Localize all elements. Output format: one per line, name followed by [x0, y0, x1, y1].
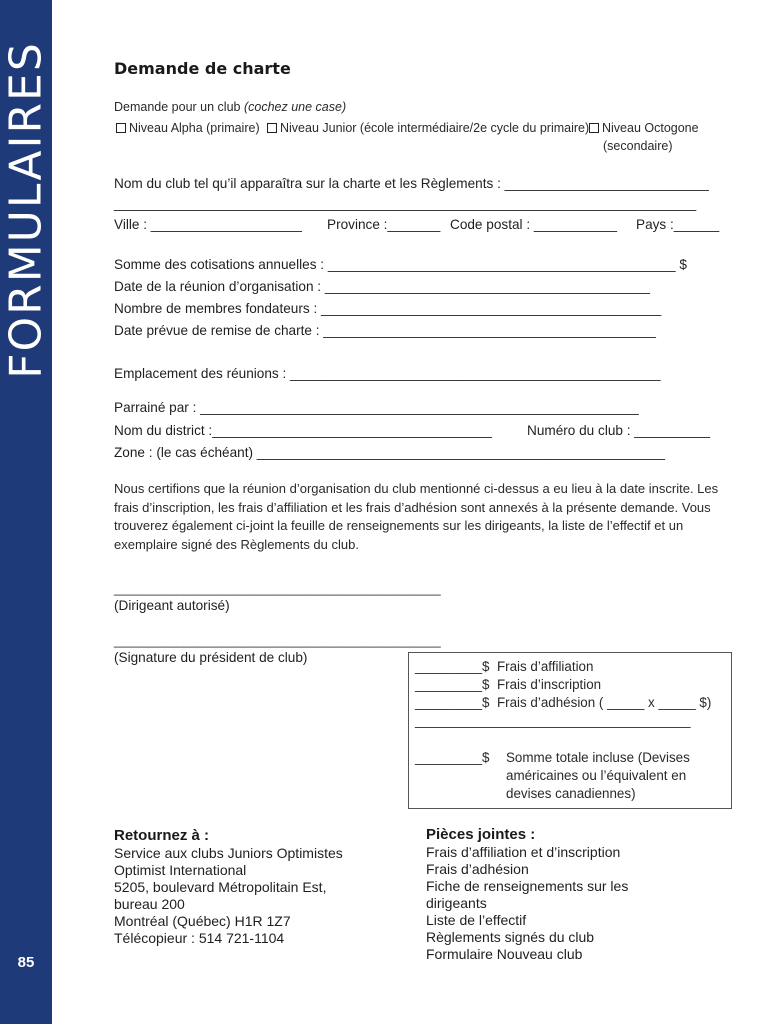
return-line: Service aux clubs Juniors Optimistes — [114, 845, 343, 861]
officer-label: (Dirigeant autorisé) — [114, 598, 230, 613]
attachment-item: Règlements signés du club — [426, 929, 595, 945]
checkbox-junior[interactable] — [267, 121, 589, 135]
return-heading: Retournez à : — [114, 827, 210, 844]
amount-blank[interactable]: _________$ — [415, 750, 490, 765]
club-name-field-continued[interactable]: _____________________________________________________________________________ — [114, 196, 697, 211]
organization-date-field[interactable]: Date de la réunion d’organisation : ___________________________________________ — [114, 279, 650, 294]
president-label: (Signature du président de club) — [114, 650, 308, 665]
return-line: Optimist International — [114, 862, 247, 878]
attachment-item: Fiche de renseignements sur les — [426, 878, 629, 894]
return-line: 5205, boulevard Métropolitain Est, — [114, 879, 327, 895]
certification-paragraph: Nous certifions que la réunion d’organisation du club mentionné ci-dessus a eu lieu à la date inscrite. Les frais d’inscription, les frais d’affiliation et les frais d’adhésion sont annexés à la présente demande. Vous trouverez également ci-joint la feuille de renseignements sur les dirigeants, la liste de l’effectif et un exemplaire signé des Règlements du club. — [114, 481, 719, 552]
return-address — [114, 845, 343, 947]
request-intro — [114, 100, 346, 114]
zone-field[interactable]: Zone : (le cas échéant) ______________________________________________________ — [114, 445, 666, 460]
sponsor-field[interactable]: Parrainé par : __________________________________________________________ — [114, 400, 639, 415]
return-fax: Télécopieur : 514 721-1104 — [114, 930, 285, 946]
attachments-heading: Pièces jointes : — [426, 826, 536, 843]
founding-members-field[interactable]: Nombre de membres fondateurs : _____________________________________________ — [114, 301, 662, 316]
fees-box — [408, 652, 732, 809]
sidebar — [0, 0, 52, 1024]
checkbox-icon[interactable] — [267, 123, 277, 133]
officer-signature-line[interactable]: _______________________________________________ — [114, 582, 441, 596]
fee-total-label-1: Somme totale incluse (Devises — [506, 750, 690, 765]
fee-inscription-label: Frais d’inscription — [496, 677, 602, 692]
president-signature-line[interactable]: _______________________________________________ — [114, 634, 441, 648]
attachments-list — [426, 844, 628, 963]
postal-code-field[interactable]: Code postal : ___________ — [450, 217, 618, 232]
request-intro-text: Demande pour un club — [114, 100, 241, 114]
district-name-field[interactable]: Nom du district :_____________________________________ — [114, 423, 492, 438]
province-field[interactable]: Province :_______ — [327, 217, 441, 232]
checkbox-octogone[interactable] — [589, 121, 699, 135]
checkbox-alpha-label: Niveau Alpha (primaire) — [129, 121, 260, 135]
club-number-field[interactable]: Numéro du club : __________ — [527, 423, 710, 438]
attachment-item: Frais d’affiliation et d’inscription — [426, 844, 621, 860]
attachment-item: Liste de l’effectif — [426, 912, 527, 928]
fee-inscription-row[interactable] — [415, 677, 601, 692]
amount-blank[interactable]: _________$ — [415, 659, 490, 674]
fee-affiliation-label: Frais d’affiliation — [496, 659, 594, 674]
club-name-field[interactable]: Nom du club tel qu’il apparaîtra sur la charte et les Règlements : ___________________________ — [114, 176, 709, 191]
fee-total-label-3: devises canadiennes) — [506, 786, 636, 801]
octogone-note: (secondaire) — [603, 139, 673, 153]
checkbox-icon[interactable] — [116, 123, 126, 133]
amount-blank[interactable]: _________$ — [415, 695, 490, 710]
fee-affiliation-row[interactable] — [415, 659, 593, 674]
fee-total-row[interactable] — [415, 750, 489, 765]
attachment-item: Frais d’adhésion — [426, 861, 529, 877]
fee-total-label-2: américaines ou l’équivalent en — [506, 768, 687, 783]
annual-dues-field[interactable]: Somme des cotisations annuelles : ______________________________________________ $ — [114, 257, 687, 272]
return-line: bureau 200 — [114, 896, 185, 912]
fee-adhesion-label: Frais d’adhésion ( _____ x _____ $) — [496, 695, 712, 710]
attachment-item: Formulaire Nouveau club — [426, 946, 583, 962]
charter-date-field[interactable]: Date prévue de remise de charte : ____________________________________________ — [114, 323, 656, 338]
city-field[interactable]: Ville : ____________________ — [114, 217, 302, 232]
section-title: FORMULAIRES — [0, 41, 52, 379]
request-hint: (cochez une case) — [243, 100, 347, 114]
form-heading: Demande de charte — [114, 59, 291, 78]
attachment-item: dirigeants — [426, 895, 487, 911]
fees-divider: _____________________________________ — [415, 713, 691, 728]
checkbox-icon[interactable] — [589, 123, 599, 133]
checkbox-alpha[interactable] — [116, 121, 260, 135]
return-line: Montréal (Québec) H1R 1Z7 — [114, 913, 291, 929]
fee-adhesion-row[interactable] — [415, 695, 711, 710]
country-field[interactable]: Pays :______ — [636, 217, 720, 232]
page-number: 85 — [17, 954, 35, 971]
checkbox-octogone-label: Niveau Octogone — [602, 121, 699, 135]
checkbox-junior-label: Niveau Junior (école intermédiaire/2e cycle du primaire) — [280, 121, 590, 135]
meeting-place-field[interactable]: Emplacement des réunions : _________________________________________________ — [114, 366, 661, 381]
amount-blank[interactable]: _________$ — [415, 677, 490, 692]
